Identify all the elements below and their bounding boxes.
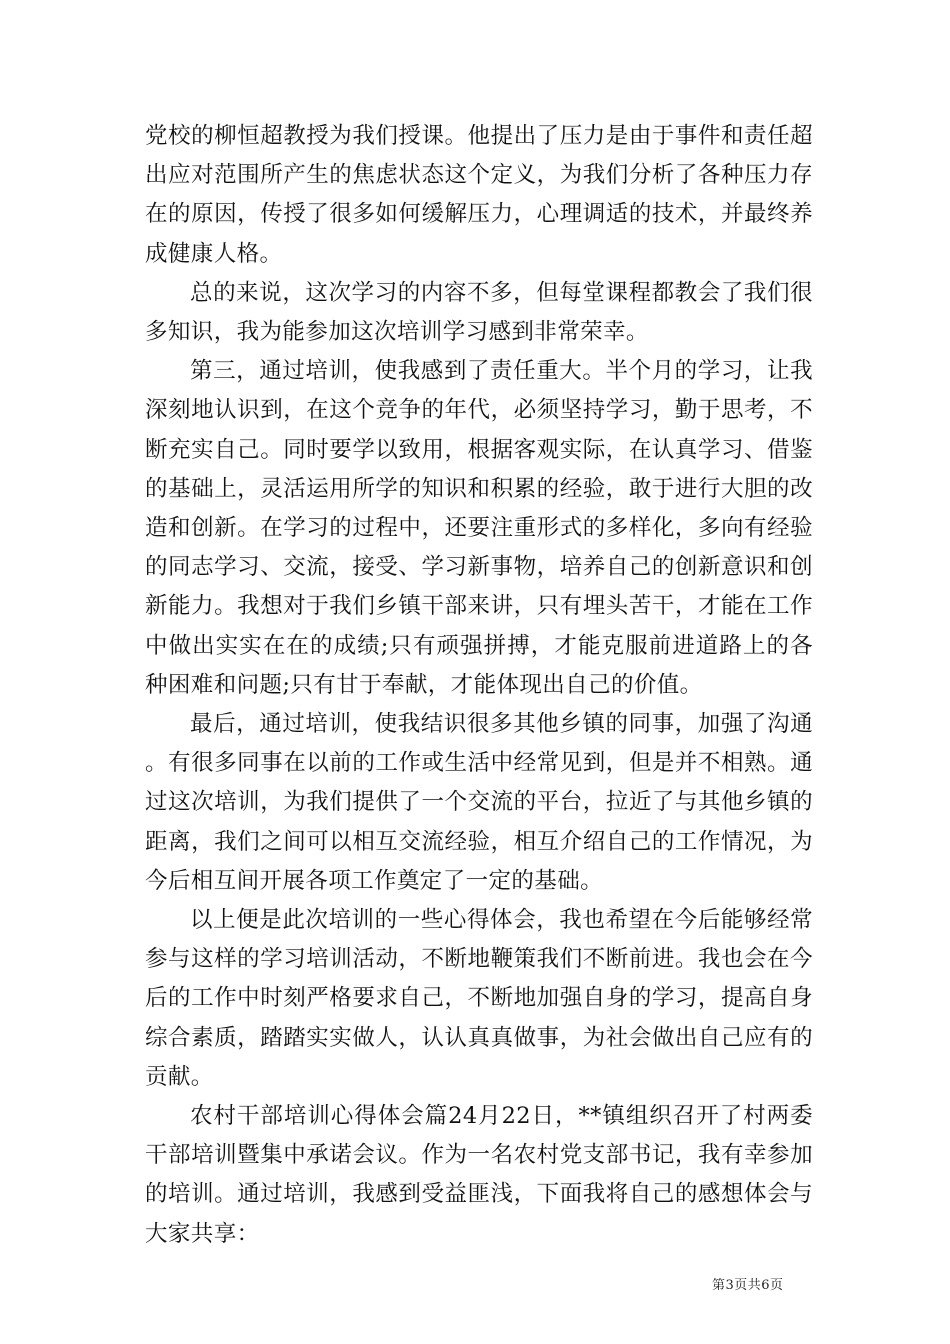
- paragraph-third-point: 第三，通过培训，使我感到了责任重大。半个月的学习，让我深刻地认识到，在这个竞争的年代，必须坚持学习，勤于思考，不断充实自己。同时要学以致用，根据客观实际，在认真学习、借鉴的基础上，灵活运用所学的知识和积累的经验，敢于进行大胆的改造和创新。在学习的过程中，还要注重形式的多样化，多向有经验的同志学习、交流，接受、学习新事物，培养自己的创新意识和创新能力。我想对于我们乡镇干部来讲，只有埋头苦干，才能在工作中做出实实在在的成绩;只有顽强拼搏，才能克服前进道路上的各种困难和问题;只有甘于奉献，才能体现出自己的价值。: [145, 358, 813, 698]
- page-number: 第3页共6页: [712, 1278, 784, 1293]
- paragraph-lecture-continuation: 党校的柳恒超教授为我们授课。他提出了压力是由于事件和责任超出应对范围所产生的焦虑状态这个定义，为我们分析了各种压力存在的原因，传授了很多如何缓解压力，心理调适的技术，并最终养成健康人格。: [145, 123, 813, 267]
- paragraph-article-two-intro: 农村干部培训心得体会篇24月22日，**镇组织召开了村两委干部培训暨集中承诺会议。作为一名农村党支部书记，我有幸参加的培训。通过培训，我感到受益匪浅，下面我将自己的感想体会与大家共享：: [145, 1103, 813, 1247]
- document-body: [145, 117, 813, 1254]
- paragraph-final-point: 最后，通过培训，使我结识很多其他乡镇的同事，加强了沟通。有很多同事在以前的工作或生活中经常见到，但是并不相熟。通过这次培训，为我们提供了一个交流的平台，拉近了与其他乡镇的距离，我们之间可以相互交流经验，相互介绍自己的工作情况，为今后相互间开展各项工作奠定了一定的基础。: [145, 711, 813, 894]
- paragraph-conclusion: 以上便是此次培训的一些心得体会，我也希望在今后能够经常参与这样的学习培训活动，不断地鞭策我们不断前进。我也会在今后的工作中时刻严格要求自己，不断地加强自身的学习，提高自身综合素质，踏踏实实做人，认认真真做事，为社会做出自己应有的贡献。: [145, 907, 813, 1090]
- paragraph-summary: 总的来说，这次学习的内容不多，但每堂课程都教会了我们很多知识，我为能参加这次培训学习感到非常荣幸。: [145, 279, 813, 346]
